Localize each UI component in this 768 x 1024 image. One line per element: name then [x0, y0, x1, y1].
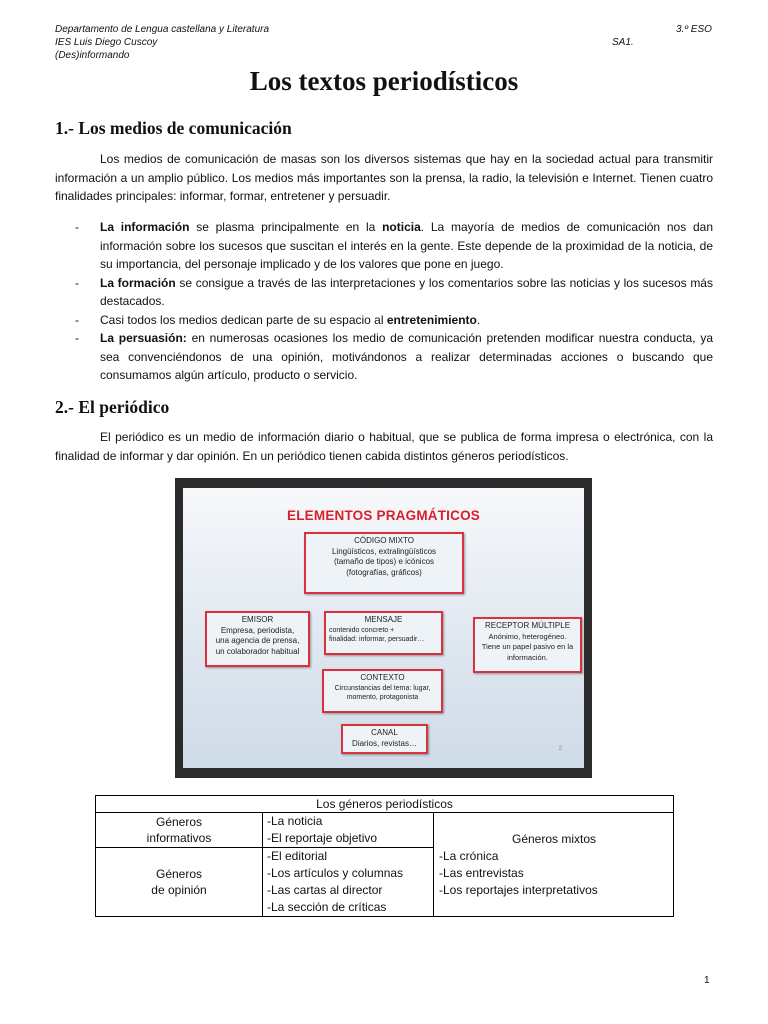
- box-line: finalidad: informar, persuadir…: [329, 636, 425, 643]
- section1-bullet-list: [55, 218, 713, 385]
- box-line: Lingüísticos, extralingüísticos: [331, 546, 437, 556]
- box-line: un colaborador habitual: [215, 646, 300, 656]
- canal-box: [341, 724, 428, 754]
- box-title: CONTEXTO: [360, 673, 405, 682]
- bullet-text: . La mayoría de medios de comunicación nos dan información sobre los sucesos que suscitan el interés en la gente. Este depende de la proximidad de la noticia, de su importancia, del personaje implicado y de los valores que pone en juego.: [100, 220, 713, 271]
- box-line: Tiene un papel pasivo en la: [481, 642, 574, 651]
- list-item: -Las cartas al director: [267, 883, 383, 897]
- box-title: MENSAJE: [364, 615, 403, 624]
- box-line: Anónimo, heterogéneo.: [488, 631, 567, 641]
- list-item: -El editorial: [267, 849, 328, 863]
- list-item: - La información se plasma principalmente en la noticia. La mayoría de medios de comunicación nos dan información sobre los sucesos que suscitan el interés en la gente. Este depende de la proximidad de la noticia, de su importancia, del personaje implicado y de los valores que pone en juego.: [75, 220, 713, 271]
- label-line: Géneros: [155, 815, 203, 829]
- codigo-mixto-box: [304, 532, 464, 594]
- box-line: información.: [507, 652, 548, 662]
- box-line: contenido concreto +: [329, 626, 395, 634]
- school-line: IES Luis Diego Cuscoy: [55, 37, 158, 48]
- mensaje-box: [324, 611, 443, 655]
- bullet-text: se plasma principalmente en la: [189, 220, 383, 234]
- box-title: RECEPTOR MÚLTIPLE: [484, 621, 571, 630]
- box-line: una agencia de prensa,: [215, 636, 300, 645]
- opinion-list: [263, 848, 434, 917]
- bullet-bold: noticia: [382, 220, 421, 234]
- course-label: 3.º ESO: [676, 24, 712, 35]
- bullet-text: Casi todos los medios dedican parte de su espacio al: [100, 312, 387, 327]
- list-item: -La noticia: [267, 814, 323, 828]
- bullet-bold: La información: [100, 220, 190, 234]
- list-item: -Los reportajes interpretativos: [439, 882, 598, 897]
- list-item: -La sección de críticas: [267, 900, 387, 914]
- bullet-text: .: [476, 312, 481, 327]
- table-row: [96, 813, 674, 848]
- mixtos-cell: [434, 813, 674, 917]
- informativos-label: [96, 813, 263, 848]
- label-line: informativos: [146, 831, 212, 845]
- department-line: Departamento de Lengua castellana y Literatura: [55, 24, 270, 35]
- list-item: -Los artículos y columnas: [267, 866, 404, 880]
- box-line: Circunstancias del tema: lugar,: [334, 684, 431, 692]
- list-item: -La crónica: [439, 848, 499, 863]
- emisor-box: [205, 611, 310, 667]
- slide-page-number: 2: [558, 746, 562, 752]
- slide-canvas: [183, 488, 584, 768]
- section2-heading: 2.- El periódico: [55, 397, 170, 417]
- box-line: Empresa, periodista,: [220, 625, 295, 635]
- page-number: 1: [704, 975, 710, 986]
- list-item: - Casi todos los medios dedican parte de su espacio al entretenimiento.: [75, 312, 481, 327]
- section1-intro: Los medios de comunicación de masas son los diversos sistemas que hay en la sociedad actual para transmitir información a un amplio público. Los medios más importantes son la prensa, la radio, la televisión e Internet. Tienen cuatro finalidades principales: informar, formar, entretener y persuadir.: [55, 152, 713, 203]
- list-item: - La formación se consigue a través de las interpretaciones y los comentarios sobre las noticias y los sucesos más destacados.: [75, 275, 713, 308]
- bullet-bold: La formación: [100, 275, 176, 290]
- box-title: EMISOR: [241, 615, 274, 624]
- mixtos-label: Géneros mixtos: [511, 831, 597, 846]
- slide-title: ELEMENTOS PRAGMÁTICOS: [287, 508, 480, 523]
- list-item: -Las entrevistas: [439, 865, 524, 880]
- unit-code: SA1.: [612, 37, 634, 48]
- genres-table: [95, 795, 674, 917]
- box-line: Diarios, revistas…: [352, 738, 417, 748]
- opinion-label: [96, 848, 263, 917]
- bullet-bold: entretenimiento: [386, 312, 477, 327]
- bullet-bold: La persuasión:: [100, 331, 187, 345]
- label-line: de opinión: [151, 883, 207, 897]
- informativos-list: [263, 813, 434, 848]
- page-title: Los textos periodísticos: [249, 66, 519, 96]
- pragmatic-elements-slide: [175, 478, 592, 778]
- unit-line: (Des)informando: [55, 50, 130, 61]
- contexto-box: [322, 669, 443, 713]
- list-item: - La persuasión: en numerosas ocasiones los medio de comunicación pretenden modificar nuestra conducta, ya sea convenciéndonos de una opinión, motivándonos a realizar determinadas acciones o buscando que consumamos algún artículo, producto o servicio.: [75, 331, 713, 382]
- receptor-box: [473, 617, 582, 673]
- table-row: [96, 796, 674, 813]
- box-line: (tamaño de tipos) e icónicos: [333, 557, 435, 566]
- box-title: CANAL: [371, 728, 398, 737]
- label-line: Géneros: [155, 867, 203, 881]
- list-item: -El reportaje objetivo: [267, 831, 378, 845]
- section1-heading: 1.- Los medios de comunicación: [55, 118, 292, 138]
- document-header-left: [55, 23, 269, 62]
- box-line: (fotografías, gráficos): [346, 567, 422, 577]
- bullet-text: se consigue a través de las interpretaciones y los comentarios sobre las noticias y los sucesos más destacados.: [100, 275, 713, 308]
- section2-intro: El periódico es un medio de información diario o habitual, que se publica de forma impresa o electrónica, con la finalidad de informar y dar opinión. En un periódico tienen cabida distintos géneros periodísticos.: [55, 430, 713, 463]
- box-line: momento, protagonista: [346, 694, 419, 701]
- table-title: Los géneros periodísticos: [96, 796, 674, 813]
- bullet-text: en numerosas ocasiones los medio de comunicación pretenden modificar nuestra conducta, ya sea convenciéndonos de una opinión, motivándonos a realizar determinadas acciones o buscando que consumamos algún artículo, producto o servicio.: [100, 331, 713, 382]
- box-title: CÓDIGO MIXTO: [354, 536, 414, 545]
